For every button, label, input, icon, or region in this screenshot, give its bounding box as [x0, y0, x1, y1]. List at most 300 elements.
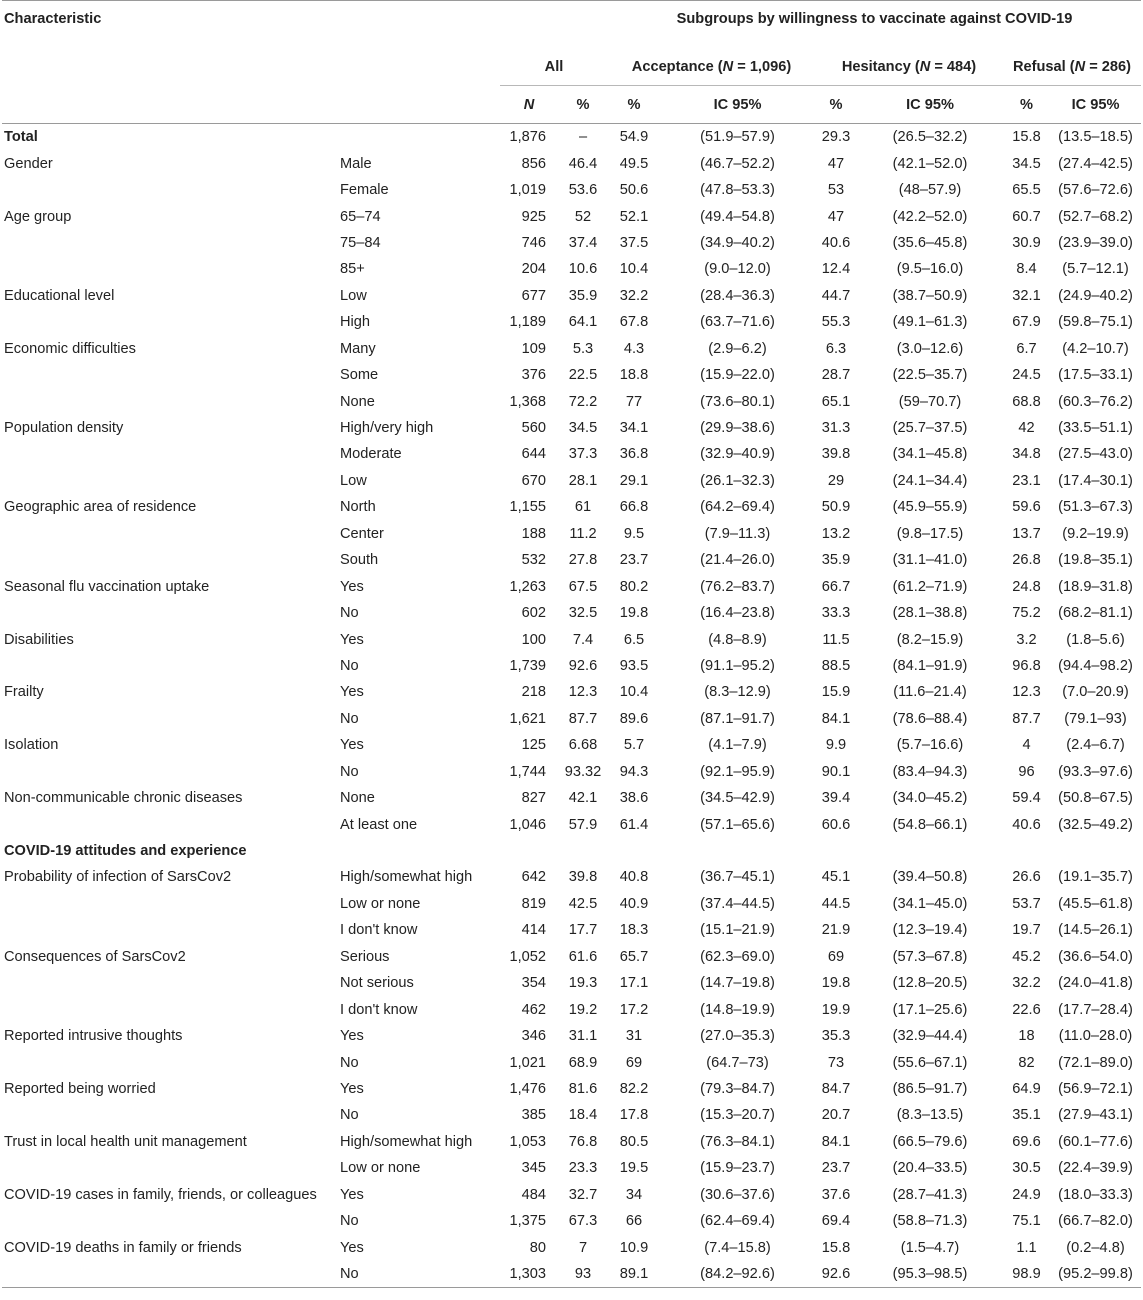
row-label	[2, 521, 340, 547]
value-hesitancy-pct: 84.1	[821, 710, 851, 727]
row-sublabel: Low	[340, 472, 367, 489]
row-sublabel: No	[340, 1261, 500, 1288]
table-row	[2, 309, 1141, 335]
value-acceptance-pct: 65.7	[619, 948, 649, 965]
value-acceptance-ci: (57.1–65.6)	[700, 816, 775, 833]
value-refusal-pct: 15.8	[1012, 129, 1041, 146]
value-refusal-pct: 34.8	[1012, 446, 1041, 463]
value-pct: 6.68	[568, 737, 598, 754]
row-sublabel: High/somewhat high	[340, 869, 473, 886]
value-n: 462	[521, 1001, 546, 1018]
col-header-ref-ic: IC 95%	[1050, 86, 1141, 124]
value-acceptance-pct: 37.5	[619, 234, 649, 251]
value-refusal-pct: 4	[1022, 737, 1031, 754]
value-n: 925	[521, 208, 546, 225]
value-acceptance-pct: 31	[625, 1028, 643, 1045]
value-n: 856	[521, 155, 546, 172]
table-row	[2, 256, 1141, 282]
value-pct: 35.9	[568, 287, 598, 304]
col-header-acc-pct: %	[608, 86, 660, 124]
value-acceptance-ci: (64.2–69.4)	[700, 499, 775, 516]
row-label	[2, 256, 340, 282]
value-refusal-ci: (19.8–35.1)	[1058, 552, 1133, 569]
value-refusal-ci: (17.4–30.1)	[1058, 472, 1133, 489]
value-refusal-pct: 24.5	[1012, 367, 1041, 384]
value-hesitancy-pct: 84.1	[821, 1133, 851, 1150]
value-acceptance-pct: 6.5	[623, 631, 645, 648]
value-n: 670	[521, 472, 546, 489]
row-label: Isolation	[4, 737, 59, 754]
value-n: 100	[521, 631, 546, 648]
value-acceptance-pct: 61.4	[619, 816, 649, 833]
row-label: Population density	[4, 420, 124, 437]
value-acceptance-pct: 40.8	[619, 869, 649, 886]
value-hesitancy-ci: (84.1–91.9)	[892, 657, 968, 674]
value-acceptance-ci: (92.1–95.9)	[700, 763, 775, 780]
value-refusal-pct: 24.9	[1012, 1186, 1041, 1203]
row-label	[2, 309, 340, 335]
row-sublabel: At least one	[340, 816, 418, 833]
value-acceptance-pct: 17.1	[619, 975, 649, 992]
row-sublabel: Female	[340, 182, 389, 199]
row-sublabel: Yes	[340, 1028, 364, 1045]
value-hesitancy-pct: 21.9	[821, 922, 851, 939]
value-n: 746	[521, 234, 546, 251]
row-sublabel: High	[340, 314, 371, 331]
value-acceptance-ci: (47.8–53.3)	[700, 182, 775, 199]
value-hesitancy-pct: 47	[827, 155, 845, 172]
value-refusal-pct: 35.1	[1012, 1107, 1041, 1124]
value-pct: 32.7	[568, 1186, 598, 1203]
value-refusal-ci: (23.9–39.0)	[1058, 234, 1133, 251]
value-refusal-pct: 59.4	[1012, 790, 1041, 807]
value-acceptance-pct: 66.8	[619, 499, 649, 516]
row-label	[2, 230, 340, 256]
row-sublabel: Yes	[340, 578, 364, 595]
value-acceptance-pct: 19.5	[619, 1160, 649, 1177]
row-sublabel: Low	[340, 287, 367, 304]
value-acceptance-ci: (21.4–26.0)	[700, 552, 775, 569]
value-n: 1,021	[509, 1054, 546, 1071]
value-acceptance-ci: (46.7–52.2)	[700, 155, 775, 172]
value-hesitancy-pct: 60.6	[821, 816, 851, 833]
value-acceptance-ci: (73.6–80.1)	[700, 393, 775, 410]
row-sublabel: 65–74	[340, 208, 381, 225]
value-refusal-ci: (0.2–4.8)	[1066, 1239, 1125, 1256]
value-n: 1,046	[509, 816, 546, 833]
value-acceptance-ci: (26.1–32.3)	[700, 472, 775, 489]
value-acceptance-ci: (91.1–95.2)	[700, 657, 775, 674]
row-sublabel: No	[340, 1213, 359, 1230]
value-refusal-ci: (60.3–76.2)	[1058, 393, 1133, 410]
row-label: COVID-19 deaths in family or friends	[4, 1239, 242, 1256]
value-hesitancy-ci: (57.3–67.8)	[892, 948, 968, 965]
value-pct: 67.3	[568, 1213, 598, 1230]
table-row	[2, 388, 1141, 414]
value-acceptance-ci: (79.3–84.7)	[700, 1080, 775, 1097]
value-n: 602	[521, 605, 546, 622]
value-acceptance-pct: 36.8	[619, 446, 649, 463]
value-refusal-ci: (33.5–51.1)	[1058, 420, 1133, 437]
value-acceptance-pct: 49.5	[619, 155, 649, 172]
value-hesitancy-ci: (1.5–4.7)	[900, 1239, 960, 1256]
value-hesitancy-ci: (8.2–15.9)	[896, 631, 964, 648]
value-pct: 57.9	[568, 816, 598, 833]
value-acceptance-pct: 19.8	[619, 605, 649, 622]
value-pct: 93	[558, 1261, 608, 1288]
value-pct: –	[578, 129, 588, 146]
row-label	[2, 891, 340, 917]
value-hesitancy-ci: (9.8–17.5)	[896, 525, 964, 542]
value-n: 1,739	[509, 657, 546, 674]
table-row	[2, 1261, 1141, 1288]
value-refusal-pct: 42	[1018, 420, 1035, 437]
value-n: 80	[529, 1239, 546, 1256]
value-acceptance-ci: (62.3–69.0)	[700, 948, 775, 965]
col-header-acc-ic: IC 95%	[660, 86, 815, 124]
value-refusal-pct: 75.2	[1012, 605, 1041, 622]
row-label	[2, 653, 340, 679]
value-pct: 39.8	[568, 869, 598, 886]
value-n: 827	[521, 790, 546, 807]
value-refusal-pct: 53.7	[1012, 895, 1041, 912]
row-label: Non-communicable chronic diseases	[4, 790, 243, 807]
row-sublabel: None	[340, 790, 375, 807]
value-hesitancy-pct: 11.5	[822, 631, 850, 648]
value-hesitancy-pct: 44.5	[821, 895, 851, 912]
value-hesitancy-ci: (45.9–55.9)	[892, 499, 968, 516]
table-row	[2, 626, 1141, 652]
value-refusal-ci: (27.5–43.0)	[1058, 446, 1133, 463]
value-refusal-ci: (60.1–77.6)	[1058, 1133, 1133, 1150]
row-label: Total	[4, 129, 38, 146]
value-refusal-pct: 68.8	[1012, 393, 1041, 410]
value-refusal-ci: (1.8–5.6)	[1066, 631, 1125, 648]
value-acceptance-ci: (30.6–37.6)	[700, 1186, 775, 1203]
value-refusal-pct: 45.2	[1012, 948, 1041, 965]
value-n: 677	[521, 287, 546, 304]
row-label	[2, 759, 340, 785]
row-sublabel: Yes	[340, 737, 364, 754]
value-n: 204	[521, 261, 546, 278]
table-row	[2, 1208, 1141, 1234]
value-acceptance-pct: 89.1	[608, 1261, 660, 1288]
value-hesitancy-pct: 45.1	[821, 869, 851, 886]
row-label: Consequences of SarsCov2	[4, 948, 186, 965]
table-row	[2, 124, 1141, 151]
row-label: Gender	[4, 155, 53, 172]
value-acceptance-pct: 17.8	[619, 1107, 649, 1124]
value-refusal-ci: (14.5–26.1)	[1058, 922, 1133, 939]
value-pct: 72.2	[568, 393, 598, 410]
value-refusal-ci: (18.0–33.3)	[1058, 1186, 1133, 1203]
table-row	[2, 917, 1141, 943]
value-hesitancy-ci: (61.2–71.9)	[892, 578, 968, 595]
value-pct: 81.6	[568, 1080, 598, 1097]
row-sublabel: High/somewhat high	[340, 1133, 473, 1150]
value-refusal-pct: 96	[1018, 763, 1035, 780]
row-sublabel: Male	[340, 155, 372, 172]
table-row	[2, 785, 1141, 811]
value-acceptance-ci: (37.4–44.5)	[700, 895, 775, 912]
header-characteristic: Characteristic	[2, 1, 340, 49]
value-acceptance-pct: 80.5	[619, 1133, 649, 1150]
value-refusal-ci: (18.9–31.8)	[1058, 578, 1133, 595]
value-hesitancy-pct: 35.9	[821, 552, 851, 569]
value-hesitancy-ci: (95.3–98.5)	[857, 1261, 1003, 1288]
value-refusal-ci: (45.5–61.8)	[1058, 895, 1133, 912]
value-hesitancy-ci: (78.6–88.4)	[892, 710, 968, 727]
row-sublabel: Yes	[340, 684, 364, 701]
table-row	[2, 547, 1141, 573]
value-refusal-pct: 8.4	[1016, 261, 1037, 278]
value-hesitancy-ci: (20.4–33.5)	[892, 1160, 968, 1177]
value-acceptance-ci: (15.3–20.7)	[700, 1107, 775, 1124]
section-title: COVID-19 attitudes and experience	[4, 843, 247, 860]
value-n: 1,303	[500, 1261, 558, 1288]
value-refusal-ci: (4.2–10.7)	[1062, 340, 1129, 357]
value-hesitancy-pct: 66.7	[821, 578, 851, 595]
value-refusal-pct: 18	[1018, 1028, 1035, 1045]
value-refusal-ci: (32.5–49.2)	[1058, 816, 1133, 833]
value-hesitancy-pct: 55.3	[821, 314, 851, 331]
row-label: Probability of infection of SarsCov2	[4, 869, 232, 886]
col-header-ref-pct: %	[1003, 86, 1050, 124]
value-pct: 64.1	[568, 314, 598, 331]
value-refusal-pct: 34.5	[1012, 155, 1041, 172]
value-refusal-pct: 22.6	[1012, 1001, 1041, 1018]
value-hesitancy-pct: 23.7	[821, 1160, 851, 1177]
value-hesitancy-pct: 65.1	[821, 393, 851, 410]
value-hesitancy-ci: (83.4–94.3)	[892, 763, 968, 780]
value-n: 414	[521, 922, 546, 939]
row-sublabel: Low or none	[340, 895, 421, 912]
data-table	[2, 0, 1141, 1288]
table-row	[2, 521, 1141, 547]
value-pct: 52	[574, 208, 592, 225]
value-pct: 18.4	[568, 1107, 598, 1124]
value-pct: 19.2	[568, 1001, 598, 1018]
value-n: 1,375	[509, 1213, 546, 1230]
value-hesitancy-pct: 88.5	[821, 657, 851, 674]
value-acceptance-ci: (4.1–7.9)	[708, 737, 767, 754]
value-refusal-pct: 24.8	[1012, 578, 1041, 595]
table-row	[2, 944, 1141, 970]
value-refusal-pct: 3.2	[1016, 631, 1037, 648]
value-n: 484	[521, 1186, 546, 1203]
value-refusal-ci: (2.4–6.7)	[1066, 737, 1125, 754]
value-pct: 61.6	[568, 948, 598, 965]
table-row	[2, 441, 1141, 467]
value-n: 1,744	[509, 763, 546, 780]
row-label: Trust in local health unit management	[4, 1133, 247, 1150]
value-refusal-ci: (52.7–68.2)	[1058, 208, 1133, 225]
value-acceptance-pct: 82.2	[619, 1080, 649, 1097]
value-pct: 31.1	[568, 1028, 598, 1045]
value-refusal-pct: 23.1	[1012, 472, 1041, 489]
row-label: Educational level	[4, 287, 115, 304]
value-acceptance-ci: (34.9–40.2)	[700, 234, 775, 251]
value-refusal-ci: (19.1–35.7)	[1058, 869, 1133, 886]
value-hesitancy-ci: (42.2–52.0)	[892, 208, 968, 225]
value-pct: 22.5	[568, 367, 598, 384]
value-refusal-pct: 6.7	[1016, 340, 1037, 357]
value-hesitancy-ci: (48–57.9)	[898, 182, 962, 199]
value-pct: 10.6	[568, 261, 598, 278]
value-pct: 37.3	[568, 446, 598, 463]
row-sublabel: 75–84	[340, 234, 381, 251]
row-label	[2, 177, 340, 203]
value-n: 345	[521, 1160, 546, 1177]
value-n: 218	[521, 684, 546, 701]
value-pct: 11.2	[569, 525, 597, 542]
row-label: Geographic area of residence	[4, 499, 197, 516]
table-row	[2, 1182, 1141, 1208]
table-row	[2, 177, 1141, 203]
value-hesitancy-ci: (34.1–45.8)	[892, 446, 968, 463]
table-row	[2, 362, 1141, 388]
value-acceptance-pct: 23.7	[619, 552, 649, 569]
value-refusal-ci: (72.1–89.0)	[1058, 1054, 1133, 1071]
value-n: 642	[521, 869, 546, 886]
row-sublabel: Center	[340, 525, 384, 542]
table-row	[2, 230, 1141, 256]
value-hesitancy-pct: 28.7	[821, 367, 851, 384]
row-sublabel: Not serious	[340, 975, 414, 992]
value-acceptance-ci: (15.9–23.7)	[700, 1160, 775, 1177]
value-acceptance-pct: 67.8	[619, 314, 649, 331]
value-acceptance-ci: (84.2–92.6)	[660, 1261, 815, 1288]
row-sublabel: Moderate	[340, 446, 402, 463]
value-refusal-pct: 32.2	[1012, 975, 1041, 992]
value-refusal-ci: (59.8–75.1)	[1058, 314, 1133, 331]
value-hesitancy-ci: (3.0–12.6)	[896, 340, 964, 357]
value-hesitancy-ci: (34.1–45.0)	[892, 895, 968, 912]
table-row	[2, 203, 1141, 229]
value-refusal-ci: (27.4–42.5)	[1058, 155, 1133, 172]
value-acceptance-ci: (76.3–84.1)	[700, 1133, 775, 1150]
value-acceptance-ci: (27.0–35.3)	[700, 1028, 775, 1045]
header-subgroups-title: Subgroups by willingness to vaccinate against COVID-19	[608, 1, 1141, 49]
value-n: 109	[521, 340, 546, 357]
col-header-n: N	[500, 86, 558, 124]
row-label	[2, 1208, 340, 1234]
value-hesitancy-pct: 9.9	[825, 737, 847, 754]
row-label: Reported being worried	[4, 1080, 156, 1097]
value-hesitancy-pct: 39.4	[821, 790, 851, 807]
value-acceptance-ci: (15.9–22.0)	[700, 367, 775, 384]
row-label	[2, 362, 340, 388]
value-n: 532	[521, 552, 546, 569]
value-acceptance-ci: (16.4–23.8)	[700, 605, 775, 622]
value-hesitancy-pct: 90.1	[821, 763, 851, 780]
value-refusal-ci: (95.2–99.8)	[1050, 1261, 1141, 1288]
value-refusal-pct: 13.7	[1012, 525, 1041, 542]
header-all: All	[500, 48, 608, 86]
table-row	[2, 1155, 1141, 1181]
value-acceptance-ci: (64.7–73)	[706, 1054, 769, 1071]
value-n: 1,368	[509, 393, 546, 410]
value-refusal-pct: 98.9	[1003, 1261, 1050, 1288]
value-acceptance-ci: (62.4–69.4)	[700, 1213, 775, 1230]
value-n: 1,155	[509, 499, 546, 516]
value-acceptance-pct: 5.7	[623, 737, 645, 754]
value-acceptance-pct: 18.8	[619, 367, 649, 384]
row-sublabel: Many	[340, 340, 376, 357]
value-acceptance-pct: 69	[625, 1054, 643, 1071]
row-sublabel: Low or none	[340, 1160, 421, 1177]
value-refusal-pct: 32.1	[1012, 287, 1041, 304]
value-acceptance-ci: (87.1–91.7)	[700, 710, 775, 727]
value-refusal-pct: 1.1	[1016, 1239, 1037, 1256]
value-refusal-ci: (27.9–43.1)	[1058, 1107, 1133, 1124]
value-hesitancy-pct: 15.8	[821, 1239, 851, 1256]
table-row	[2, 996, 1141, 1022]
value-pct: 17.7	[568, 922, 598, 939]
value-refusal-ci: (36.6–54.0)	[1058, 948, 1133, 965]
value-pct: 34.5	[568, 420, 598, 437]
col-header-hes-pct: %	[815, 86, 857, 124]
value-refusal-ci: (93.3–97.6)	[1058, 763, 1133, 780]
value-hesitancy-pct: 19.8	[821, 975, 851, 992]
row-sublabel: North	[340, 499, 376, 516]
row-sublabel: Yes	[340, 1186, 364, 1203]
value-acceptance-pct: 77	[625, 393, 643, 410]
value-acceptance-ci: (14.7–19.8)	[700, 975, 775, 992]
value-acceptance-ci: (7.9–11.3)	[704, 525, 771, 542]
value-hesitancy-pct: 20.7	[821, 1107, 851, 1124]
value-refusal-ci: (68.2–81.1)	[1058, 605, 1133, 622]
value-n: 1,876	[509, 129, 546, 146]
value-refusal-pct: 40.6	[1012, 816, 1041, 833]
value-hesitancy-ci: (86.5–91.7)	[892, 1080, 968, 1097]
row-sublabel: High/very high	[340, 420, 434, 437]
row-label	[2, 970, 340, 996]
value-pct: 7	[578, 1239, 588, 1256]
value-hesitancy-ci: (28.1–38.8)	[892, 605, 968, 622]
row-label	[2, 1261, 340, 1288]
value-pct: 46.4	[568, 155, 598, 172]
table-row	[2, 468, 1141, 494]
value-n: 1,476	[509, 1080, 546, 1097]
value-hesitancy-ci: (31.1–41.0)	[892, 552, 968, 569]
table-row	[2, 732, 1141, 758]
value-pct: 37.4	[568, 234, 598, 251]
value-hesitancy-pct: 35.3	[821, 1028, 851, 1045]
value-refusal-ci: (9.2–19.9)	[1062, 525, 1129, 542]
table-row	[2, 653, 1141, 679]
row-label	[2, 996, 340, 1022]
row-sublabel: South	[340, 552, 379, 569]
value-refusal-ci: (7.0–20.9)	[1062, 684, 1129, 701]
value-acceptance-pct: 80.2	[619, 578, 649, 595]
value-hesitancy-pct: 39.8	[821, 446, 851, 463]
row-label	[2, 441, 340, 467]
value-n: 354	[521, 975, 546, 992]
value-acceptance-pct: 32.2	[619, 287, 649, 304]
value-pct: 23.3	[568, 1160, 598, 1177]
value-acceptance-pct: 50.6	[619, 182, 649, 199]
value-acceptance-pct: 52.1	[619, 208, 649, 225]
value-acceptance-ci: (28.4–36.3)	[700, 287, 775, 304]
value-refusal-ci: (94.4–98.2)	[1058, 657, 1133, 674]
value-refusal-pct: 26.6	[1012, 869, 1041, 886]
value-refusal-pct: 75.1	[1012, 1213, 1041, 1230]
row-sublabel: Some	[340, 367, 379, 384]
table-row	[2, 150, 1141, 176]
value-n: 346	[521, 1028, 546, 1045]
row-sublabel: No	[340, 710, 359, 727]
